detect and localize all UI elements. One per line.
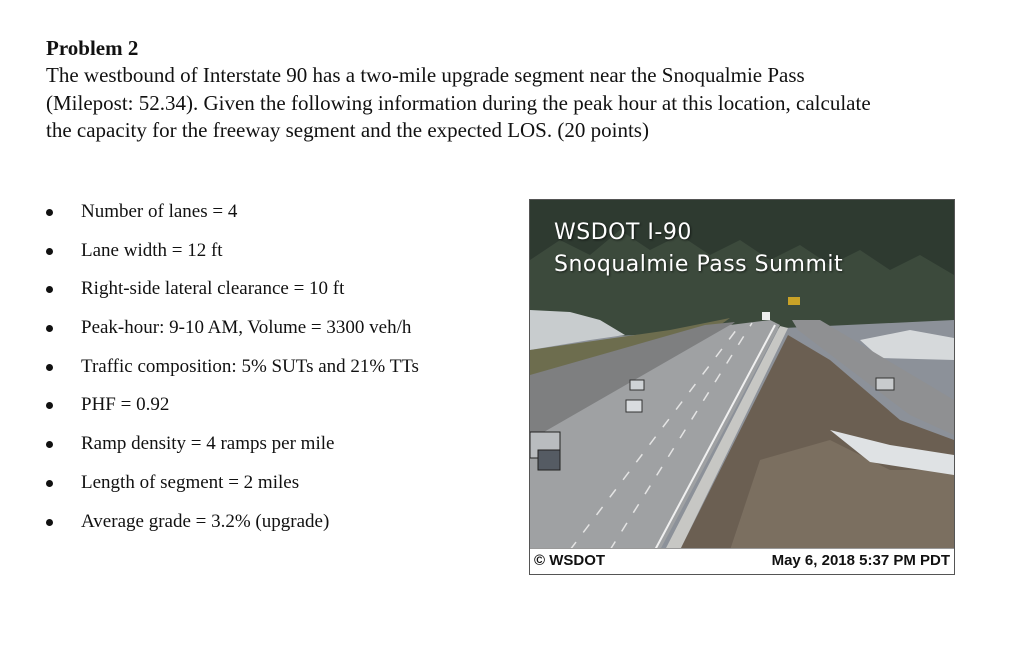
- list-item: [46, 392, 419, 431]
- list-item: [46, 238, 419, 277]
- problem-title: Problem 2: [46, 36, 139, 60]
- fact-text: Length of segment = 2 miles: [81, 471, 300, 493]
- list-item: [46, 470, 419, 509]
- fact-text: PHF = 0.92: [81, 394, 170, 416]
- fact-text: Right-side lateral clearance = 10 ft: [81, 278, 345, 300]
- fact-text: Average grade = 3.2% (upgrade): [81, 510, 330, 532]
- list-item: [46, 509, 419, 548]
- bullet-icon: [46, 441, 53, 448]
- bullet-icon: [46, 248, 53, 255]
- camera-footer: [530, 548, 954, 574]
- bullet-icon: [46, 286, 53, 293]
- camera-label-line2: Snoqualmie Pass Summit: [554, 252, 844, 277]
- traffic-camera-image: [529, 199, 955, 575]
- bullet-icon: [46, 519, 53, 526]
- bullet-icon: [46, 364, 53, 371]
- fact-text: Peak-hour: 9-10 AM, Volume = 3300 veh/h: [81, 317, 412, 339]
- problem-intro: The westbound of Interstate 90 has a two-mile upgrade segment near the Snoqualmie Pass (Milepost: 52.34). Given the following information during the peak hour at this location, calculate the capacity for the freeway segment and the expected LOS. (20 points): [46, 63, 871, 142]
- fact-text: Ramp density = 4 ramps per mile: [81, 433, 335, 455]
- fact-text: Number of lanes = 4: [81, 201, 238, 222]
- fact-text: Lane width = 12 ft: [81, 239, 223, 261]
- camera-label-line1: WSDOT I-90: [554, 220, 692, 245]
- bullet-icon: [46, 480, 53, 487]
- list-item: [46, 199, 419, 238]
- list-item: [46, 431, 419, 470]
- list-item: [46, 276, 419, 315]
- bullet-icon: [46, 325, 53, 332]
- list-item: [46, 354, 419, 393]
- timestamp-label: May 6, 2018 5:37 PM PDT: [771, 552, 950, 569]
- facts-list: [46, 199, 419, 547]
- copyright-label: © WSDOT: [534, 552, 606, 569]
- fact-text: Traffic composition: 5% SUTs and 21% TTs: [81, 355, 419, 377]
- bullet-icon: [46, 209, 53, 216]
- bullet-icon: [46, 402, 53, 409]
- list-item: [46, 315, 419, 354]
